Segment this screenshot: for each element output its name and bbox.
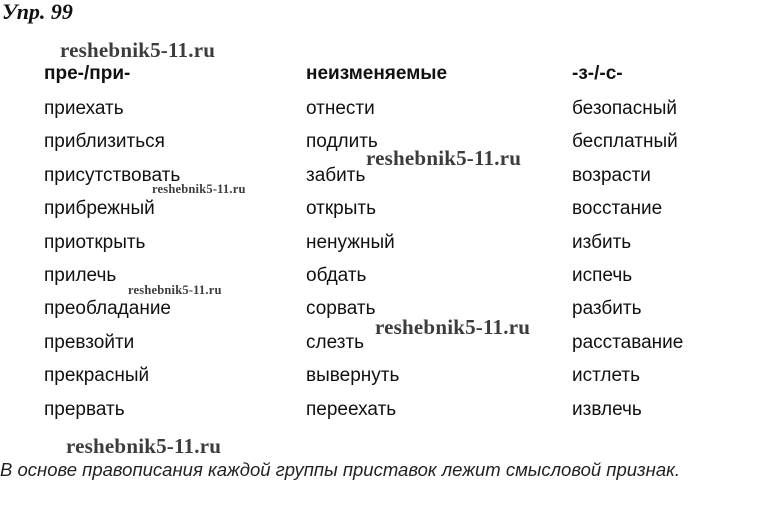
- word-item: забить: [306, 164, 366, 186]
- word-item: превзойти: [44, 331, 135, 353]
- word-item: расставание: [572, 331, 684, 353]
- word-item: прервать: [44, 398, 125, 420]
- word-item: переехать: [306, 398, 397, 420]
- watermark: reshebnik5-11.ru: [60, 38, 216, 62]
- watermark: reshebnik5-11.ru: [152, 182, 246, 196]
- word-item: обдать: [306, 264, 367, 286]
- exercise-title: Упр. 99: [2, 0, 73, 24]
- word-item: вывернуть: [306, 365, 400, 387]
- word-list: [44, 92, 180, 426]
- watermark: reshebnik5-11.ru: [66, 434, 222, 458]
- watermark: reshebnik5-11.ru: [128, 283, 222, 297]
- word-item: подлить: [306, 131, 378, 153]
- word-item: преобладание: [44, 298, 171, 320]
- word-item: прекрасный: [44, 365, 150, 387]
- word-list: [572, 92, 683, 426]
- column-z-s: [572, 62, 683, 426]
- word-item: приблизиться: [44, 131, 165, 153]
- word-list: [306, 92, 447, 426]
- word-item: ненужный: [306, 231, 395, 253]
- word-item: слезть: [306, 331, 365, 353]
- word-item: присутствовать: [44, 164, 181, 186]
- word-item: бесплатный: [572, 131, 678, 153]
- word-item: прилечь: [44, 264, 117, 286]
- word-item: прибрежный: [44, 198, 155, 220]
- column-heading: -з-/-с-: [572, 63, 623, 84]
- word-item: истлеть: [572, 365, 641, 387]
- column-heading: неизменяемые: [306, 63, 448, 84]
- word-item: испечь: [572, 264, 633, 286]
- word-item: возрасти: [572, 164, 651, 186]
- column-unchangeable: [306, 62, 447, 426]
- word-item: разбить: [572, 298, 642, 320]
- word-item: отнести: [306, 98, 375, 119]
- word-item: приехать: [44, 98, 124, 119]
- word-item: приоткрыть: [44, 231, 146, 253]
- conclusion-text: В основе правописания каждой группы приставок лежит смысловой признак.: [0, 459, 681, 480]
- watermark: reshebnik5-11.ru: [375, 315, 531, 339]
- column-pre-pri: [44, 62, 180, 426]
- watermark: reshebnik5-11.ru: [366, 146, 522, 170]
- word-item: избить: [572, 231, 632, 253]
- word-item: восстание: [572, 198, 663, 220]
- word-item: открыть: [306, 198, 376, 220]
- word-item: безопасный: [572, 98, 678, 119]
- word-item: извлечь: [572, 398, 642, 420]
- word-item: сорвать: [306, 298, 376, 320]
- column-heading: пре-/при-: [44, 63, 131, 84]
